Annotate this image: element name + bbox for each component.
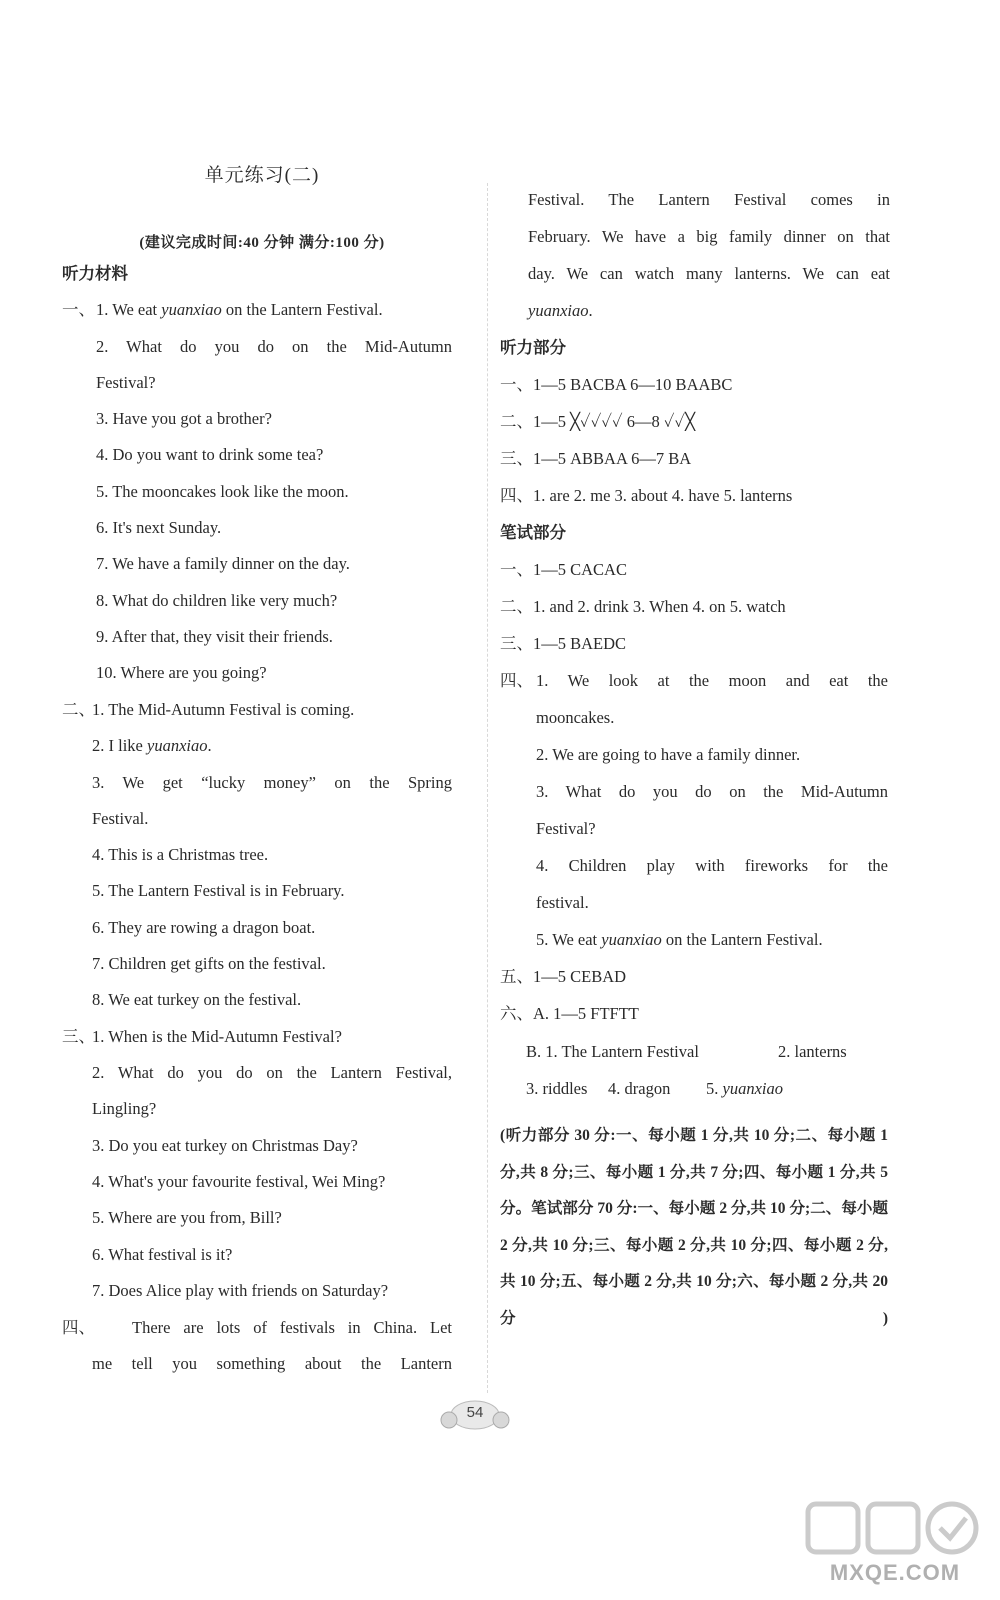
s1-item-10: 10. Where are you going? [96, 663, 267, 682]
written-s4-item-3a: 3. What do you do on the Mid-Autumn [536, 782, 888, 801]
written-s4-item-3b: Festival? [536, 819, 596, 838]
written-s4-item-5: 5. We eat yuanxiao on the Lantern Festival. [536, 930, 823, 949]
column-divider [487, 183, 488, 1393]
watermark-emblem-icon [800, 1498, 990, 1560]
s1-item-2b: Festival? [96, 373, 156, 392]
s1-item-3: 3. Have you got a brother? [96, 409, 272, 428]
s1-item-7: 7. We have a family dinner on the day. [96, 554, 350, 573]
scoring-note: (听力部分 30 分:一、每小题 1 分,共 10 分;二、每小题 1 分,共 8 分;三、每小题 1 分,共 7 分;四、每小题 1 分,共 5 分。笔试部分 70 分:一、每小题 2 分,共 10 分;二、每小题 2 分,共 10 分;三、每小题 2 分,共 10 分;四、每小题 2 分,共 10 分;五、每小题 2 分,共 10 分;六、每小题 2 分,共 20 分) [500, 1127, 888, 1327]
s3-item-6: 6. What festival is it? [92, 1245, 233, 1264]
written-answer-s5: 五、1—5 CEBAD [500, 967, 627, 986]
written-answer-s6b5: 5. yuanxiao [706, 1079, 783, 1098]
s3-item-2a: 2. What do you do on the Lantern Festival, [92, 1063, 452, 1082]
s3-item-4: 4. What's your favourite festival, Wei Ming? [92, 1172, 386, 1191]
written-s4-item-2: 2. We are going to have a family dinner. [536, 745, 801, 764]
s3-item-1: 1. When is the Mid-Autumn Festival? [92, 1027, 342, 1046]
s2-item-3a: 3. We get “lucky money” on the Spring [92, 773, 452, 792]
written-s4-label: 四、 [500, 671, 533, 690]
s1-label: 一、 [62, 300, 95, 319]
s4-passage-line-5: day. We can watch many lanterns. We can eat [528, 264, 890, 283]
s2-item-5: 5. The Lantern Festival is in February. [92, 881, 345, 900]
listening-answer-1: 一、1—5 BACBA 6—10 BAABC [500, 375, 733, 394]
page-title: 单元练习(二) [204, 165, 320, 186]
s3-item-5: 5. Where are you from, Bill? [92, 1208, 282, 1227]
s3-label: 三、 [62, 1027, 95, 1046]
written-s4-item-4b: festival. [536, 893, 589, 912]
page-number: 54 [466, 1404, 484, 1421]
s4-passage-line-3: Festival. The Lantern Festival comes in [528, 190, 890, 209]
s4-label: 四、 [62, 1318, 95, 1337]
s2-item-7: 7. Children get gifts on the festival. [92, 954, 326, 973]
listening-answer-3: 三、1—5 ABBAA 6—7 BA [500, 449, 692, 468]
watermark-text: MXQE.COM [829, 1560, 961, 1585]
s1-item-4: 4. Do you want to drink some tea? [96, 445, 324, 464]
s2-item-8: 8. We eat turkey on the festival. [92, 990, 302, 1009]
s2-item-6: 6. They are rowing a dragon boat. [92, 918, 316, 937]
s1-item-9: 9. After that, they visit their friends. [96, 627, 333, 646]
s1-item-5: 5. The mooncakes look like the moon. [96, 482, 349, 501]
written-s4-item-1b: mooncakes. [536, 708, 615, 727]
written-answers-heading: 笔试部分 [500, 523, 566, 542]
written-answer-s6b2: 2. lanterns [778, 1042, 847, 1061]
s3-item-2b: Lingling? [92, 1099, 157, 1118]
written-s4-item-4a: 4. Children play with fireworks for the [536, 856, 888, 875]
s1-item-8: 8. What do children like very much? [96, 591, 338, 610]
s1-item-6: 6. It's next Sunday. [96, 518, 222, 537]
s2-item-2: 2. I like yuanxiao. [92, 736, 212, 755]
s3-item-3: 3. Do you eat turkey on Christmas Day? [92, 1136, 358, 1155]
listening-answer-2: 二、1—5 ╳✓✓✓✓ 6—8 ✓✓╳ [500, 412, 696, 431]
written-answer-s6b4: 4. dragon [608, 1079, 671, 1098]
s4-passage-line-6: yuanxiao. [528, 301, 593, 320]
written-answer-s1: 一、1—5 CACAC [500, 560, 627, 579]
s4-passage-line-1: There are lots of festivals in China. Let [132, 1318, 452, 1337]
listening-material-heading: 听力材料 [62, 264, 128, 283]
written-answer-s6b1: B. 1. The Lantern Festival [526, 1042, 699, 1061]
listening-answer-4: 四、1. are 2. me 3. about 4. have 5. lanterns [500, 486, 793, 505]
written-answer-s2: 二、1. and 2. drink 3. When 4. on 5. watch [500, 597, 786, 616]
written-answer-s6b3: 3. riddles [526, 1079, 588, 1098]
page-number-badge [440, 1398, 510, 1432]
s4-passage-line-4: February. We have a big family dinner on that [528, 227, 890, 246]
s4-passage-line-2: me tell you something about the Lantern [92, 1354, 452, 1373]
s2-item-3b: Festival. [92, 809, 149, 828]
s2-item-1: 1. The Mid-Autumn Festival is coming. [92, 700, 355, 719]
s2-label: 二、 [62, 700, 95, 719]
s3-item-7: 7. Does Alice play with friends on Saturday? [92, 1281, 389, 1300]
written-answer-s6a: 六、A. 1—5 FTFTT [500, 1004, 639, 1023]
written-s4-item-1a: 1. We look at the moon and eat the [536, 671, 888, 690]
s1-item-1: 1. We eat yuanxiao on the Lantern Festival. [96, 300, 383, 319]
s1-item-2a: 2. What do you do on the Mid-Autumn [96, 337, 452, 356]
s2-item-4: 4. This is a Christmas tree. [92, 845, 269, 864]
written-answer-s3: 三、1—5 BAEDC [500, 634, 627, 653]
watermark-logo [800, 1498, 990, 1590]
page-subtitle: (建议完成时间:40 分钟 满分:100 分) [139, 235, 385, 251]
listening-answers-heading: 听力部分 [500, 338, 566, 357]
